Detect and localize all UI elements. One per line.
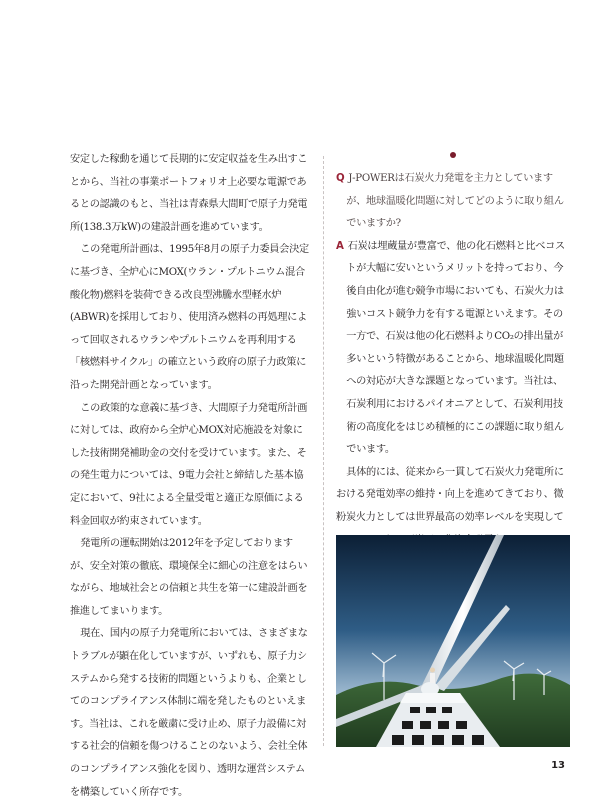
left-paragraph-4: 発電所の運転開始は2012年を予定しておりますが、安全対策の徹底、環境保全に細心の注意をはらいながら、地域社会との信頼と共生を第一に建設計画を推進してまいります。 bbox=[70, 538, 308, 617]
wind-turbine-illustration bbox=[336, 535, 570, 747]
page-number: 13 bbox=[551, 760, 565, 771]
wind-turbine-photo bbox=[336, 535, 570, 747]
question-mark: Q bbox=[336, 173, 345, 184]
left-paragraph-1: 安定した稼動を通じて長期的に安定収益を生み出すことから、当社の事業ポートフォリオ上必要な電源であるとの認識のもと、当社は青森県大間町で原子力発電所(138.3万kW)の建設計画を進めています。 bbox=[70, 154, 308, 233]
answer-text: 石炭は埋蔵量が豊富で、他の化石燃料と比べコストが大幅に安いというメリットを持っており、今後自由化が進む競争市場においても、石炭火力は強いコスト競争力を有する電源といえます。その一方で、石炭は他の化石燃料よりCO₂の排出量が多いという特徴があることから、地球温暖化問題への対応が大きな課題となっています。当社は、石炭利用におけるパイオニアとして、石炭利用技術の高度化をはじめ積極的にこの課題に取り組んでいます。 bbox=[346, 240, 565, 456]
left-paragraph-3: この政策的な意義に基づき、大間原子力発電所計画に対しては、政府から全炉心MOX対応施設を対象にした技術開発補助金の交付を受けています。また、その発生電力については、9電力会社と締結した基本協定において、9社による全量受電と適正な原価による料金回収が約束されています。 bbox=[70, 402, 308, 527]
left-paragraph-5: 現在、国内の原子力発電所においては、さまざまなトラブルが顕在化していますが、いずれも、原子力システムから発する技術的問題というよりも、企業としてのコンプライアンス体制に端を発したものといえます。当社は、これを厳粛に受け止め、原子力設備に対する社会的信頼を傷つけることのないよう、会社全体のコンプライアンス強化を図り、透明な運営システムを構築していく所存です。 bbox=[70, 628, 308, 798]
answer-mark: A bbox=[336, 240, 344, 252]
column-divider bbox=[323, 156, 324, 746]
answer bbox=[336, 236, 570, 462]
left-column bbox=[70, 149, 312, 804]
left-paragraph-2: この発電所計画は、1995年8月の原子力委員会決定に基づき、全炉心にMOX(ウラン・プルトニウム混合酸化物)燃料を装荷できる改良型沸騰水型軽水炉(ABWR)を採用しており、使用済み燃料の再処理によって回収されるウランやプルトニウムを再利用する「核燃料サイクル」の確立という政府の原子力政策に沿った開発計画となっています。 bbox=[70, 244, 309, 391]
question bbox=[336, 168, 570, 236]
right-body-paragraph: 具体的には、従来から一貫して石炭火力発電所における発電効率の維持・向上を進めてきており、微粉炭火力としては世界最高の効率レベルを実現して bbox=[336, 466, 564, 523]
section-bullet-icon bbox=[450, 152, 456, 158]
question-text: J-POWERは石炭火力発電を主力としていますが、地球温暖化問題に対してどのように取り組んでいますか? bbox=[346, 173, 564, 230]
